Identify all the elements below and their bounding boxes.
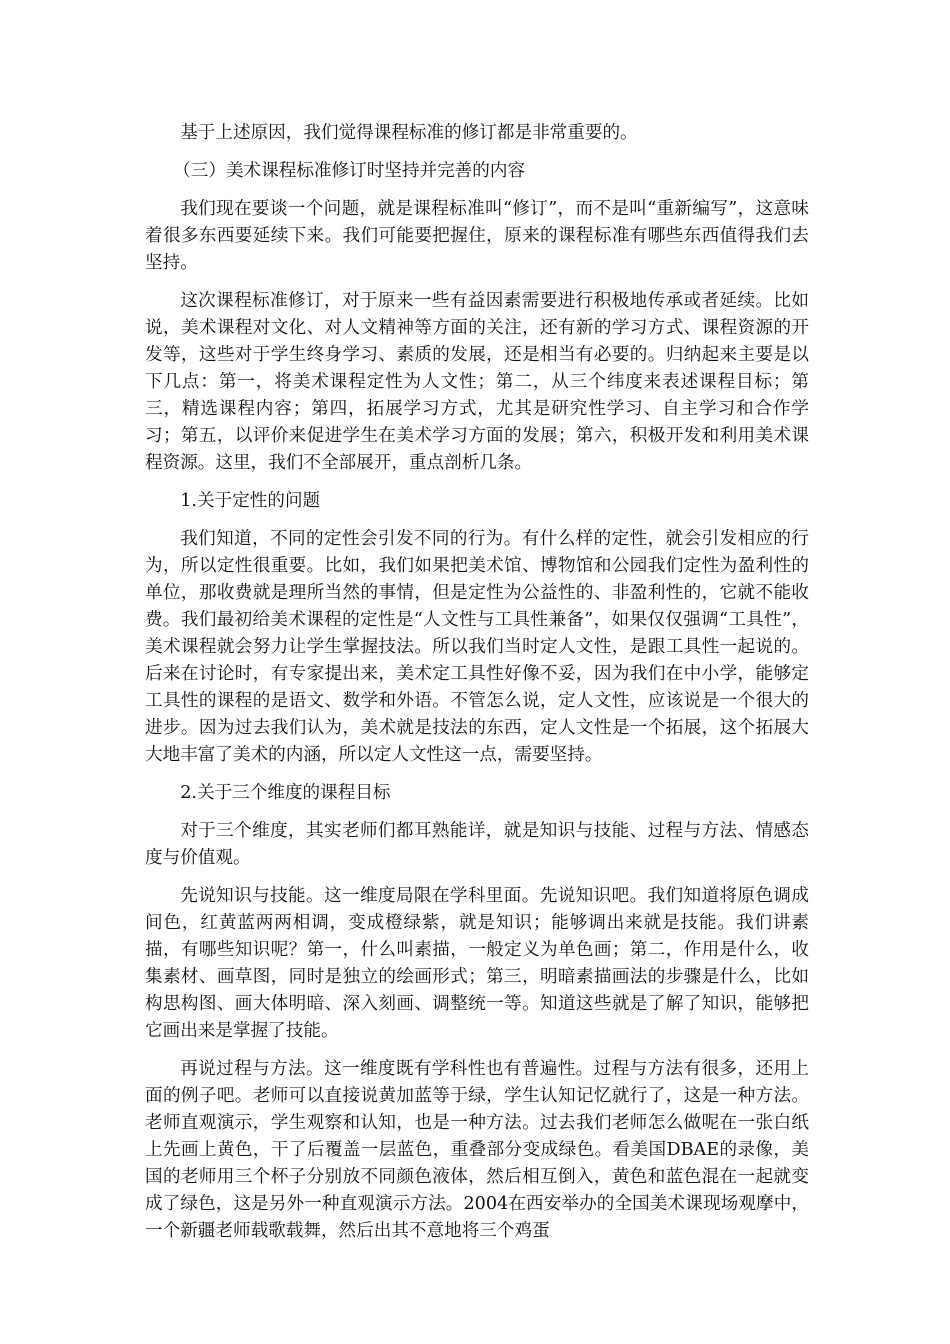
body-paragraph: 基于上述原因，我们觉得课程标准的修订都是非常重要的。 (180, 123, 638, 143)
section-heading: （三）美术课程标准修订时坚持并完善的内容 (173, 161, 526, 181)
body-paragraph: 对于三个维度，其实老师们都耳熟能详，就是知识与技能、过程与方法、情感态度与价值观。 (145, 821, 809, 868)
body-paragraph: 先说知识与技能。这一维度局限在学科里面。先说知识吧。我们知道将原色调成间色，红黄蓝两两相调，变成橙绿紫，就是知识；能够调出来就是技能。我们讲素描，有哪些知识呢？第一，什么叫素描，一般定义为单色画；第二，作用是什么，收集素材、画草图，同时是独立的绘画形式；第三，明暗素描画法的步骤是什么，比如构思构图、画大体明暗、深入刻画、调整统一等。知道这些就是了解了知识，能够把它画出来是掌握了技能。 (145, 886, 809, 1041)
body-paragraph: 再说过程与方法。这一维度既有学科性也有普遍性。过程与方法有很多，还用上面的例子吧。老师可以直接说黄加蓝等于绿，学生认知记忆就行了，这是一种方法。老师直观演示，学生观察和认知，也是一种方法。过去我们老师怎么做呢在一张白纸上先画上黄色，干了后覆盖一层蓝色，重叠部分变成绿色。看美国DBAE的录像，美国的老师用三个杯子分别放不同颜色液体，然后相互倒入，黄色和蓝色混在一起就变成了绿色，这是另外一种直观演示方法。2004在西安举办的全国美术课现场观摩中，一个新疆老师载歌载舞，然后出其不意地将三个鸡蛋 (145, 1059, 809, 1241)
body-paragraph: 我们现在要谈一个问题，就是课程标准叫“修订”，而不是叫“重新编写”，这意味着很多东西要延续下来。我们可能要把握住，原来的课程标准有哪些东西值得我们去坚持。 (145, 199, 809, 273)
body-paragraph: 我们知道，不同的定性会引发不同的行为。有什么样的定性，就会引发相应的行为，所以定性很重要。比如，我们如果把美术馆、博物馆和公园我们定性为盈利性的单位，那收费就是理所当然的事情，但是定性为公益性的、非盈利性的，它就不能收费。我们最初给美术课程的定性是“人文性与工具性兼备”，如果仅仅强调“工具性”，美术课程就会努力让学生掌握技法。所以我们当时定人文性，是跟工具性一起说的。后来在讨论时，有专家提出来，美术定工具性好像不妥，因为我们在中小学，能够定工具性的课程的是语文、数学和外语。不管怎么说，定人文性，应该说是一个很大的进步。因为过去我们认为，美术就是技法的东西，定人文性是一个拓展，这个拓展大大地丰富了美术的内涵，所以定人文性这一点，需要坚持。 (145, 529, 809, 765)
body-paragraph: 这次课程标准修订，对于原来一些有益因素需要进行积极地传承或者延续。比如说，美术课程对文化、对人文精神等方面的关注，还有新的学习方式、课程资源的开发等，这些对于学生终身学习、素质的发展，还是相当有必要的。归纳起来主要是以下几点：第一，将美术课程定性为人文性；第二，从三个纬度来表述课程目标；第三，精选课程内容；第四，拓展学习方式，尤其是研究性学习、自主学习和合作学习；第五，以评价来促进学生在美术学习方面的发展；第六，积极开发和利用美术课程资源。这里，我们不全部展开，重点剖析几条。 (145, 291, 809, 473)
document-page (145, 120, 809, 1256)
subsection-heading: 2.关于三个维度的课程目标 (180, 783, 391, 803)
subsection-heading: 1.关于定性的问题 (180, 491, 321, 511)
